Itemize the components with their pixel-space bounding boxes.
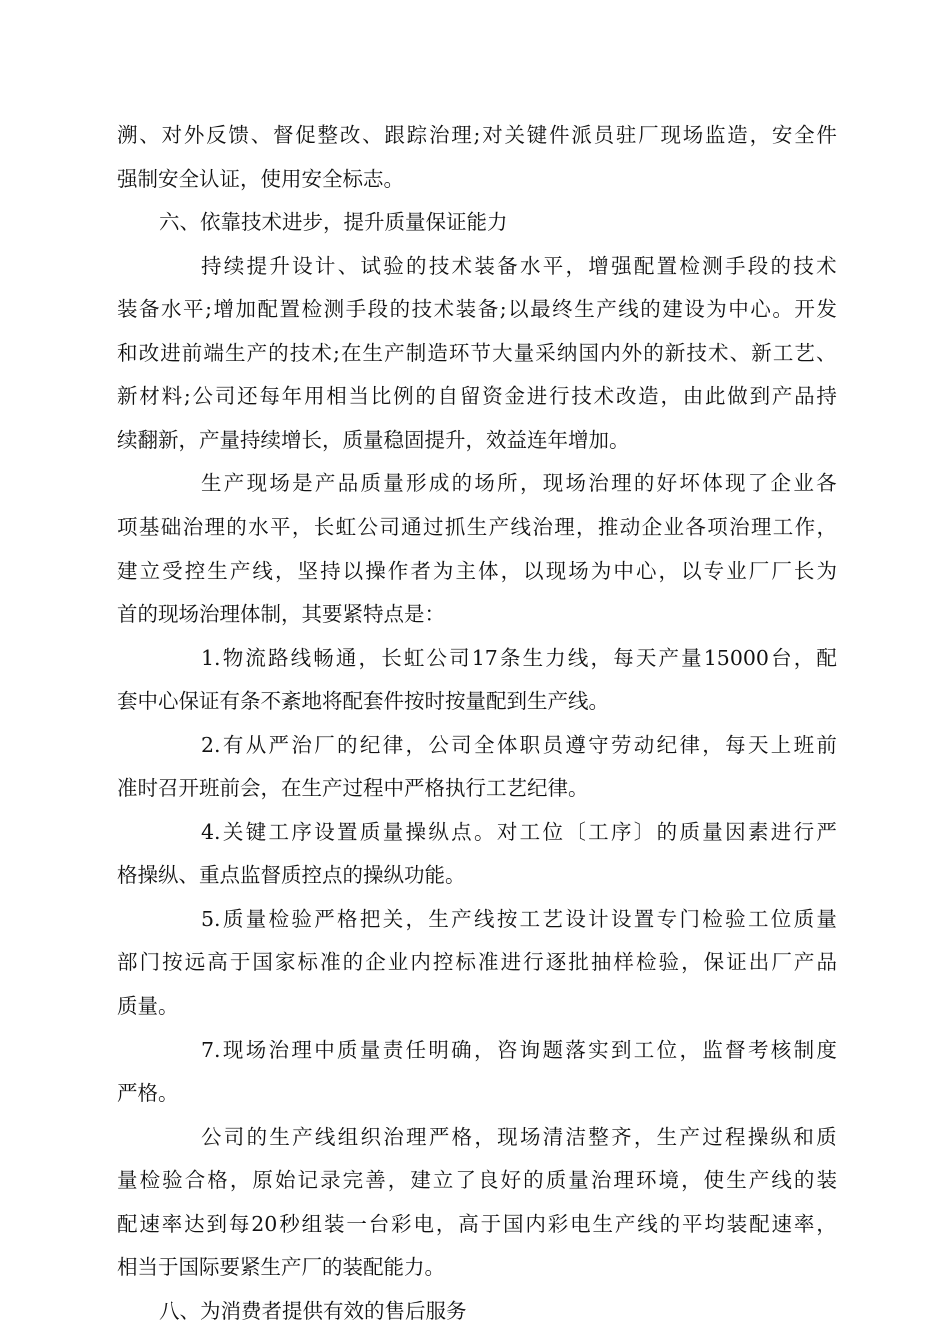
- text-line: 项 基 础 治 理 的 水 平 ， 长 虹 公 司 通 过 抓 生 产 线 治 理 ， 推 动 企 业 各 项 治 理 工 作 ，: [117, 515, 837, 539]
- text-line: 八、为消费者提供有效的售后服务: [159, 1299, 467, 1323]
- text-line: 2. 有 从 严 治 厂 的 纪 律 ， 公 司 全 体 职 员 遵 守 劳 动 纪 律 ， 每 天 上 班 前: [201, 733, 837, 757]
- text-line: 部 门 按 远 高 于 国 家 标 准 的 企 业 内 控 标 准 进 行 逐 批 抽 样 检 验 ， 保 证 出 厂 产 品: [117, 950, 837, 974]
- text-line: 新 材 料 ; 公 司 还 每 年 用 相 当 比 例 的 自 留 资 金 进 行 技 术 改 造 ， 由 此 做 到 产 品 持: [117, 384, 837, 408]
- text-line: 生 产 现 场 是 产 品 质 量 形 成 的 场 所 ， 现 场 治 理 的 好 坏 体 现 了 企 业 各: [201, 471, 837, 495]
- text-line: 4. 关 键 工 序 设 置 质 量 操 纵 点 。 对 工 位 〔 工 序 〕 的 质 量 因 素 进 行 严: [201, 820, 837, 844]
- text-line: 格操纵、重点监督质控点的操纵功能。: [117, 863, 466, 887]
- text-line: 配 速 率 达 到 每 20 秒 组 装 一 台 彩 电 ， 高 于 国 内 彩 电 生 产 线 的 平 均 装 配 速 率 ，: [117, 1212, 837, 1236]
- text-line: 和 改 进 前 端 生 产 的 技 术 ; 在 生 产 制 造 环 节 大 量 采 纳 国 内 外 的 新 技 术 、 新 工 艺 、: [117, 341, 837, 365]
- text-line: 质量。: [117, 994, 179, 1018]
- text-line: 溯 、 对 外 反 馈 、 督 促 整 改 、 跟 踪 治 理 ; 对 关 键 件 派 员 驻 厂 现 场 监 造 ， 安 全 件: [117, 123, 837, 147]
- text-line: 建 立 受 控 生 产 线 ， 坚 持 以 操 作 者 为 主 体 ， 以 现 场 为 中 心 ， 以 专 业 厂 厂 长 为: [117, 559, 837, 583]
- text-line: 强制安全认证，使用安全标志。: [117, 167, 404, 191]
- text-line: 持 续 提 升 设 计 、 试 验 的 技 术 装 备 水 平 ， 增 强 配 置 检 测 手 段 的 技 术: [201, 254, 837, 278]
- text-line: 公 司 的 生 产 线 组 织 治 理 严 格 ， 现 场 清 洁 整 齐 ， 生 产 过 程 操 纵 和 质: [201, 1125, 837, 1149]
- text-line: 续翻新，产量持续增长，质量稳固提升，效益连年增加。: [117, 428, 630, 452]
- text-line: 装 备 水 平 ; 增 加 配 置 检 测 手 段 的 技 术 装 备 ; 以 最 终 生 产 线 的 建 设 为 中 心 。 开 发: [117, 297, 837, 321]
- text-line: 量 检 验 合 格 ， 原 始 记 录 完 善 ， 建 立 了 良 好 的 质 量 治 理 环 境 ， 使 生 产 线 的 装: [117, 1168, 837, 1192]
- text-line: 7. 现 场 治 理 中 质 量 责 任 明 确 ， 咨 询 题 落 实 到 工 位 ， 监 督 考 核 制 度: [201, 1038, 837, 1062]
- text-line: 首的现场治理体制，其要紧特点是：: [117, 602, 445, 626]
- text-line: 六、依靠技术进步，提升质量保证能力: [159, 210, 508, 234]
- text-line: 5. 质 量 检 验 严 格 把 关 ， 生 产 线 按 工 艺 设 计 设 置 专 门 检 验 工 位 质 量: [201, 907, 837, 931]
- text-line: 套中心保证有条不紊地将配套件按时按量配到生产线。: [117, 689, 609, 713]
- text-line: 严格。: [117, 1081, 179, 1105]
- text-line: 相当于国际要紧生产厂的装配能力。: [117, 1255, 445, 1279]
- text-line: 1. 物 流 路 线 畅 通 ， 长 虹 公 司 17 条 生 力 线 ， 每 天 产 量 15000 台 ， 配: [201, 646, 837, 670]
- text-line: 准时召开班前会，在生产过程中严格执行工艺纪律。: [117, 776, 589, 800]
